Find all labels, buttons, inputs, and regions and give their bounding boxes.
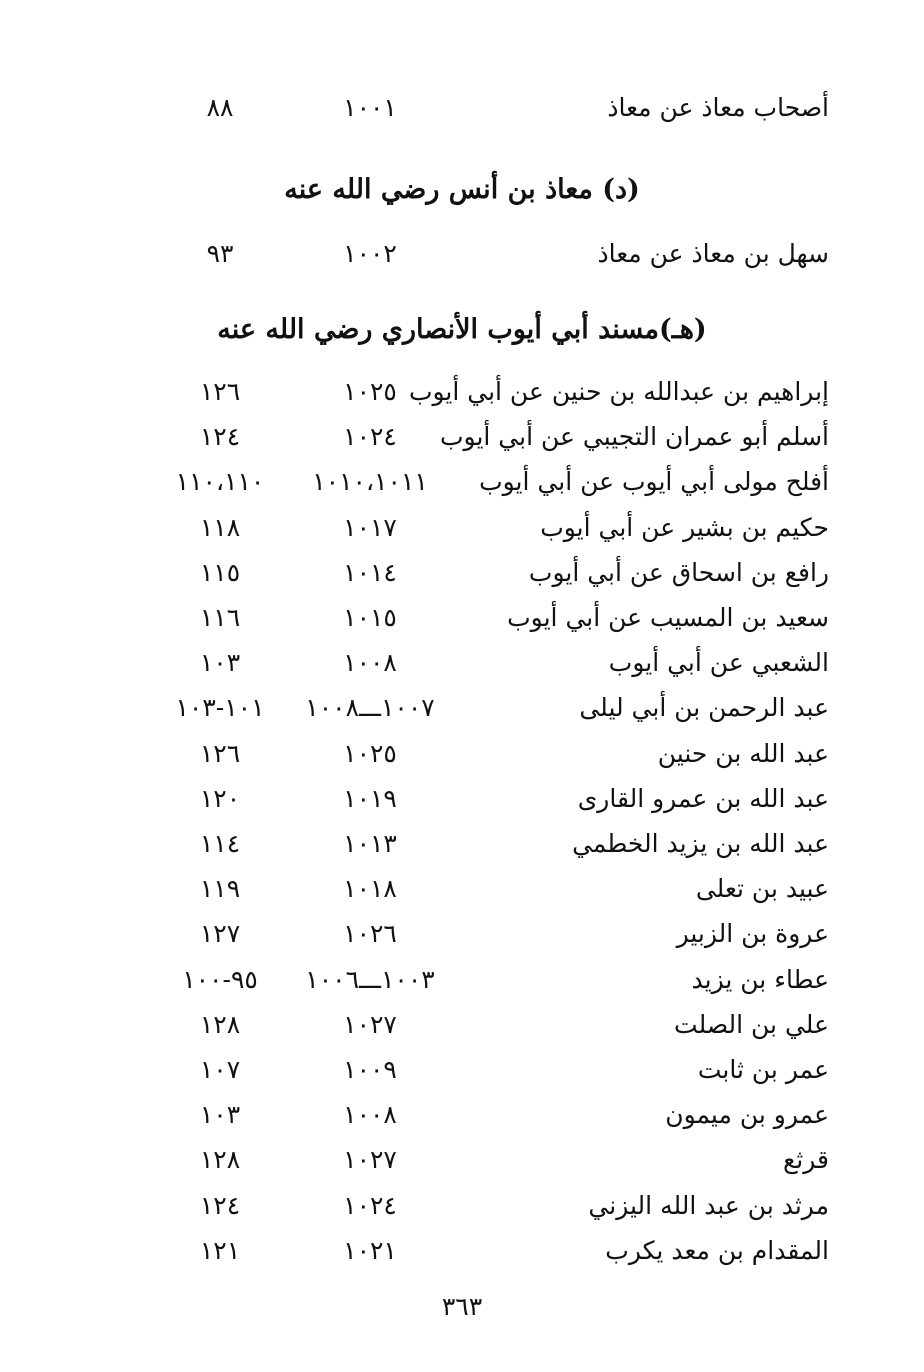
hadith-number: ١٠٢٤ [343,422,397,451]
index-row [0,822,924,866]
index-row [0,596,924,640]
entry-name: عبيد بن تعلى [695,874,829,903]
page-reference: ١١٨ [199,513,241,542]
entry-name: مرثد بن عبد الله اليزني [588,1191,829,1220]
hadith-number: ١٠١٥ [343,603,397,632]
hadith-number: ١٠١٣ [343,829,397,858]
index-row [0,370,924,414]
hadith-number: ١٠٢٧ [343,1010,397,1039]
hadith-number: ١٠٠٢ [343,239,397,268]
section-heading: (هـ)مسند أبي أيوب الأنصاري رضي الله عنه [217,314,707,345]
entry-name: المقدام بن معد يكرب [605,1236,829,1265]
hadith-number: ١٠١٠،١٠١١ [312,467,428,496]
index-row [0,460,924,504]
page-reference: ١١٥ [199,558,241,587]
index-row [0,1048,924,1092]
page-reference: ٨٨ [206,93,234,122]
hadith-number: ١٠٢٥ [343,377,397,406]
entry-name: رافع بن اسحاق عن أبي أيوب [528,558,829,587]
index-row [0,415,924,459]
entry-name: أسلم أبو عمران التجيبي عن أبي أيوب [440,422,829,451]
hadith-number: ١٠٠٣ـــ١٠٠٦ [305,965,435,994]
page-reference: ١٢٤ [199,1191,241,1220]
page-reference: ١٠٣ [199,648,241,677]
page-reference: ١٠٣ [199,1100,241,1129]
entry-name: علي بن الصلت [674,1010,829,1039]
page-reference: ١١٠،١١٠ [175,467,265,496]
entry-name: عبد الله بن حنين [657,739,829,768]
index-row [0,641,924,685]
page-reference: ١٢٦ [199,739,241,768]
entry-name: أفلح مولى أبي أيوب عن أبي أيوب [479,467,829,496]
hadith-number: ١٠٠٩ [343,1055,397,1084]
entry-name: عطاء بن يزيد [691,965,829,994]
page-reference: ١٠٧ [199,1055,241,1084]
entry-name: عبد الله بن يزيد الخطمي [572,829,829,858]
index-row [0,912,924,956]
hadith-number: ١٠١٧ [343,513,397,542]
hadith-number: ١٠٢١ [343,1236,397,1265]
page-reference: ١٠١-١٠٣ [175,693,265,722]
hadith-number: ١٠١٨ [343,874,397,903]
page-reference: ١٢٧ [199,919,241,948]
hadith-number: ١٠٢٦ [343,919,397,948]
page-reference: ١٢١ [199,1236,241,1265]
entry-name: عمر بن ثابت [697,1055,829,1084]
entry-name: عبد الرحمن بن أبي ليلى [579,693,829,722]
page-reference: ١١٦ [199,603,241,632]
entry-name: عبد الله بن عمرو القارى [577,784,829,813]
entry-name: عروة بن الزبير [676,919,829,948]
index-row [0,506,924,550]
index-row [0,1229,924,1273]
page-number: ٣٦٣ [441,1292,483,1321]
hadith-number: ١٠٠٧ـــ١٠٠٨ [305,693,435,722]
page-reference: ١١٤ [199,829,241,858]
page-reference: ١٢٦ [199,377,241,406]
index-row [0,777,924,821]
hadith-number: ١٠١٩ [343,784,397,813]
page-reference: ٩٥-١٠٠ [182,965,258,994]
page-reference: ١١٩ [199,874,241,903]
index-row [0,86,924,130]
entry-name: حكيم بن بشير عن أبي أيوب [540,513,829,542]
entry-name: قرثع [782,1145,829,1174]
page-reference: ٩٣ [206,239,234,268]
page-reference: ١٢٠ [199,784,241,813]
hadith-number: ١٠٠٨ [343,648,397,677]
index-row [0,1184,924,1228]
entry-name: أصحاب معاذ عن معاذ [607,93,829,122]
index-row [0,732,924,776]
index-row [0,551,924,595]
index-row [0,1093,924,1137]
entry-name: سهل بن معاذ عن معاذ [597,239,829,268]
page-reference: ١٢٨ [199,1145,241,1174]
hadith-number: ١٠٢٥ [343,739,397,768]
hadith-number: ١٠٠١ [343,93,397,122]
entry-name: إبراهيم بن عبدالله بن حنين عن أبي أيوب [408,377,829,406]
entry-name: عمرو بن ميمون [665,1100,829,1129]
index-row [0,958,924,1002]
hadith-number: ١٠١٤ [343,558,397,587]
entry-name: سعيد بن المسيب عن أبي أيوب [507,603,829,632]
index-row [0,232,924,276]
hadith-number: ١٠٢٧ [343,1145,397,1174]
section-heading: (د) معاذ بن أنس رضي الله عنه [284,174,640,205]
page-reference: ١٢٨ [199,1010,241,1039]
index-row [0,867,924,911]
index-row [0,686,924,730]
page-reference: ١٢٤ [199,422,241,451]
entry-name: الشعبي عن أبي أيوب [608,648,829,677]
hadith-number: ١٠٢٤ [343,1191,397,1220]
index-row [0,1003,924,1047]
index-row [0,1138,924,1182]
hadith-number: ١٠٠٨ [343,1100,397,1129]
